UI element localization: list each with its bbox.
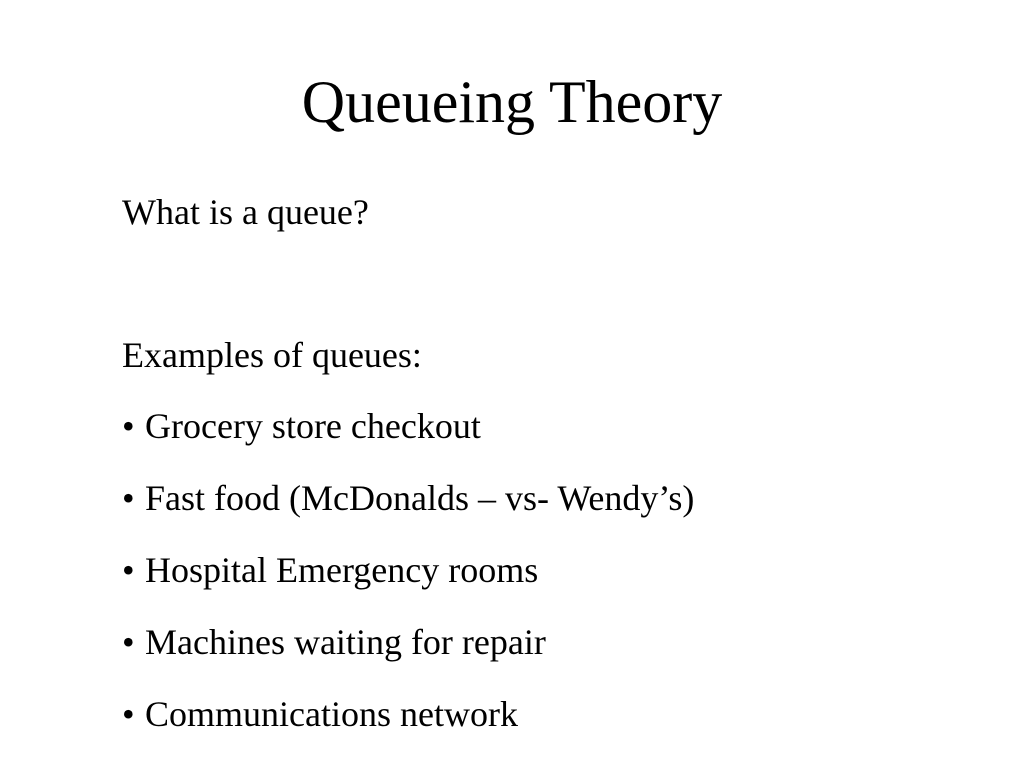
list-item-text: Machines waiting for repair <box>145 622 546 662</box>
bullet-icon: • <box>122 478 135 518</box>
list-item <box>122 477 694 549</box>
bullet-icon: • <box>122 694 135 734</box>
list-item <box>122 621 694 693</box>
list-item-text: Hospital Emergency rooms <box>145 550 539 590</box>
examples-heading: Examples of queues: <box>122 335 422 375</box>
list-item-text: Fast food (McDonalds – vs- Wendy’s) <box>145 478 695 518</box>
list-item <box>122 405 694 477</box>
list-item <box>122 549 694 621</box>
bullet-icon: • <box>122 550 135 590</box>
list-item <box>122 693 694 765</box>
bullet-icon: • <box>122 622 135 662</box>
slide-title: Queueing Theory <box>301 69 723 135</box>
question-text: What is a queue? <box>122 192 369 232</box>
bullet-icon: • <box>122 406 135 446</box>
list-item-text: Communications network <box>145 694 518 734</box>
list-item-text: Grocery store checkout <box>145 406 481 446</box>
examples-list <box>122 405 694 765</box>
